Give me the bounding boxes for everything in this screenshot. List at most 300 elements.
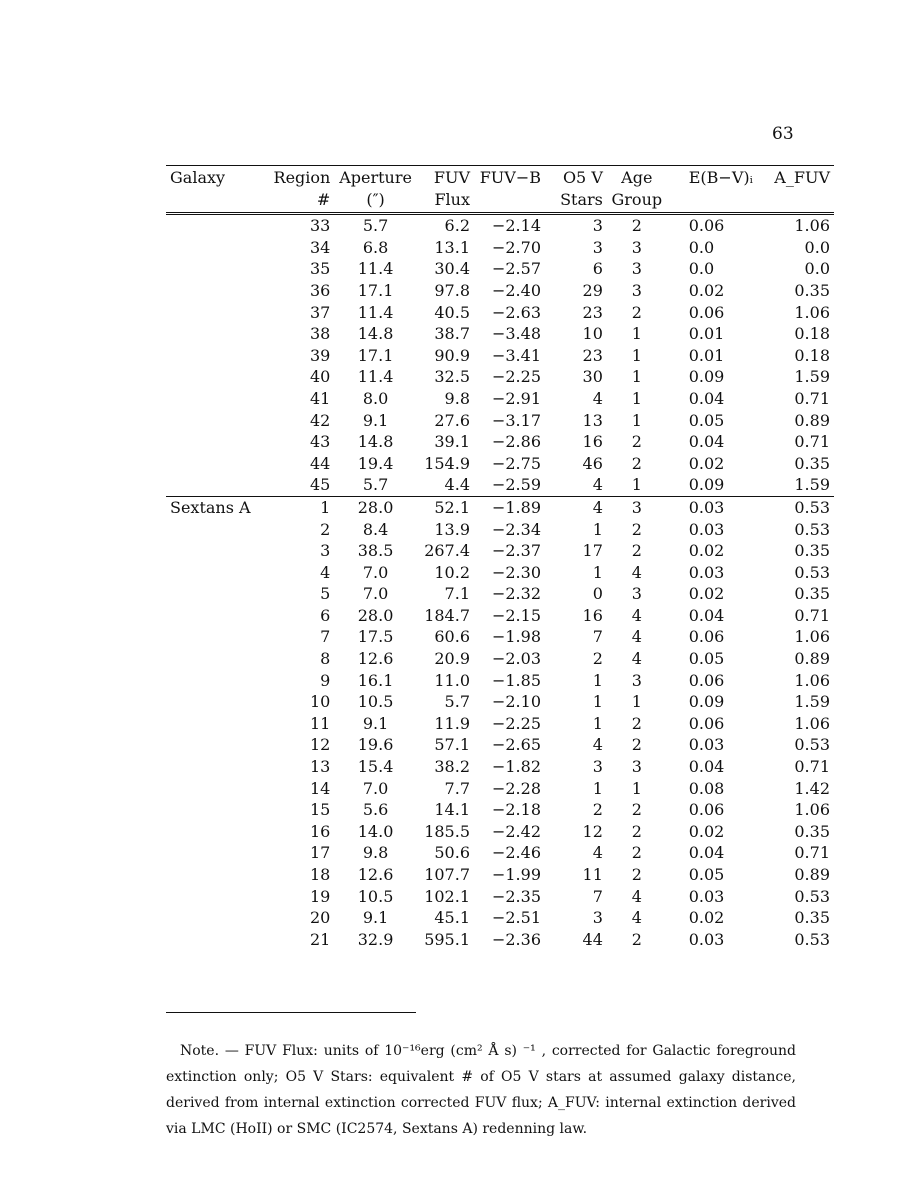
age-group-cell: 3 — [631, 757, 642, 777]
ebv-cell: 0.03 — [688, 497, 725, 517]
aperture-cell: 11.4 — [357, 367, 394, 387]
age-group-cell: 3 — [631, 497, 642, 517]
fuv-b-cell: −1.85 — [491, 670, 541, 690]
aperture-cell: 19.4 — [357, 453, 394, 473]
table-row — [166, 626, 834, 648]
o5v-stars-cell: 4 — [592, 497, 603, 517]
table-row — [166, 519, 834, 541]
region-cell: 21 — [309, 929, 331, 949]
header2-aperture: (″) — [334, 189, 416, 214]
table-row — [166, 453, 834, 475]
fuv-flux-cell: 30.4 — [434, 259, 470, 279]
age-group-cell: 2 — [631, 302, 642, 322]
fuv-flux-cell: 38.7 — [434, 324, 470, 344]
age-group-cell: 2 — [631, 216, 642, 236]
ebv-cell: 0.03 — [688, 886, 725, 906]
ebv-cell: 0.03 — [688, 735, 725, 755]
age-group-cell: 1 — [631, 388, 642, 408]
fuv-b-cell: −2.40 — [491, 280, 541, 300]
age-group-cell: 4 — [631, 562, 642, 582]
aperture-cell: 14.8 — [357, 432, 394, 452]
age-group-cell: 3 — [631, 584, 642, 604]
ebv-cell: 0.04 — [688, 757, 725, 777]
o5v-stars-cell: 1 — [592, 670, 603, 690]
galaxy-cell — [166, 842, 268, 864]
table-row — [166, 842, 834, 864]
table-row — [166, 778, 834, 800]
table-row — [166, 799, 834, 821]
galaxy-cell — [166, 323, 268, 345]
afuv-cell: 0.53 — [794, 886, 830, 906]
table-row — [166, 410, 834, 432]
region-cell: 13 — [309, 757, 331, 777]
fuv-b-cell: −2.10 — [491, 692, 541, 712]
fuv-b-cell: −1.99 — [491, 865, 541, 884]
afuv-cell: 1.06 — [794, 302, 830, 322]
fuv-flux-cell: 27.6 — [434, 410, 470, 430]
age-group-cell: 4 — [631, 627, 642, 647]
o5v-stars-cell: 4 — [592, 388, 603, 408]
afuv-cell: 0.35 — [794, 453, 830, 473]
galaxy-cell — [166, 474, 268, 496]
afuv-cell: 0.18 — [794, 345, 830, 365]
galaxy-cell — [166, 626, 268, 648]
afuv-cell: 0.35 — [794, 584, 830, 604]
age-group-cell: 2 — [631, 453, 642, 473]
fuv-b-cell: −2.65 — [491, 735, 541, 755]
age-group-cell: 2 — [631, 865, 642, 884]
age-group-cell: 1 — [631, 367, 642, 387]
fuv-flux-cell: 50.6 — [434, 843, 470, 863]
fuv-flux-cell: 10.2 — [434, 562, 470, 582]
age-group-cell: 2 — [631, 735, 642, 755]
aperture-cell: 8.4 — [362, 519, 389, 539]
galaxy-cell — [166, 562, 268, 584]
aperture-cell: 9.1 — [362, 908, 389, 928]
table-row — [166, 583, 834, 605]
aperture-cell: 16.1 — [357, 670, 394, 690]
fuv-flux-cell: 9.8 — [444, 388, 470, 408]
header-fuv-flux: FUV — [417, 166, 474, 189]
fuv-flux-cell: 39.1 — [434, 432, 470, 452]
fuv-flux-cell: 97.8 — [434, 280, 470, 300]
ebv-cell: 0.06 — [688, 302, 725, 322]
fuv-flux-cell: 13.1 — [434, 237, 470, 257]
ebv-cell: 0.02 — [688, 821, 725, 841]
header-row-2 — [166, 189, 834, 214]
ebv-cell: 0.06 — [688, 216, 725, 236]
galaxy-cell — [166, 214, 268, 237]
aperture-cell: 12.6 — [357, 865, 394, 884]
fuv-b-cell: −1.82 — [491, 757, 541, 777]
fuv-b-cell: −3.17 — [491, 410, 541, 430]
page-number: 63 — [772, 124, 794, 144]
o5v-stars-cell: 17 — [582, 541, 603, 561]
aperture-cell: 32.9 — [357, 929, 394, 949]
galaxy-cell — [166, 302, 268, 324]
fuv-flux-cell: 5.7 — [444, 692, 470, 712]
galaxy-cell — [166, 799, 268, 821]
afuv-cell: 1.59 — [769, 474, 834, 496]
fuv-b-cell: −2.32 — [491, 584, 541, 604]
region-cell: 19 — [309, 886, 331, 906]
o5v-stars-cell: 3 — [592, 216, 603, 236]
fuv-b-cell: −2.37 — [491, 541, 541, 561]
aperture-cell: 28.0 — [357, 605, 394, 625]
ebv-cell: 0.01 — [688, 324, 725, 344]
region-cell: 18 — [309, 865, 331, 884]
o5v-stars-cell: 16 — [582, 432, 603, 452]
region-cell: 4 — [320, 562, 331, 582]
table-row — [166, 496, 834, 518]
o5v-stars-cell: 0 — [592, 584, 603, 604]
region-cell: 16 — [309, 821, 331, 841]
fuv-b-cell: −1.98 — [491, 627, 541, 647]
afuv-cell: 1.06 — [794, 713, 830, 733]
aperture-cell: 6.8 — [362, 237, 389, 257]
galaxy-cell — [166, 864, 268, 886]
ebv-cell: 0.02 — [688, 584, 725, 604]
galaxy-cell — [166, 345, 268, 367]
aperture-cell: 10.5 — [357, 886, 394, 906]
ebv-cell: 0.09 — [688, 692, 725, 712]
aperture-cell: 14.0 — [357, 821, 394, 841]
ebv-cell: 0.0 — [688, 237, 715, 257]
o5v-stars-cell: 1 — [592, 519, 603, 539]
region-cell: 15 — [309, 800, 331, 820]
age-group-cell: 4 — [631, 605, 642, 625]
table-row — [166, 886, 834, 908]
ebv-cell: 0.02 — [688, 280, 725, 300]
fuv-b-cell: −2.34 — [491, 519, 541, 539]
table-row — [166, 929, 834, 951]
header2-fuv-b — [474, 189, 555, 214]
fuv-b-cell: −2.70 — [491, 237, 541, 257]
ebv-cell: 0.05 — [688, 410, 725, 430]
afuv-cell: 0.53 — [794, 929, 830, 949]
region-cell: 12 — [309, 735, 331, 755]
region-cell: 8 — [320, 649, 331, 669]
fuv-b-cell: −2.25 — [491, 713, 541, 733]
age-group-cell: 1 — [631, 410, 642, 430]
afuv-cell: 1.06 — [794, 216, 830, 236]
ebv-cell: 0.04 — [688, 388, 725, 408]
table-row — [166, 713, 834, 735]
aperture-cell: 5.6 — [362, 800, 389, 820]
aperture-cell: 5.7 — [334, 474, 416, 496]
age-group-cell: 2 — [631, 713, 642, 733]
o5v-stars-cell: 16 — [582, 605, 603, 625]
age-group-cell: 2 — [631, 519, 642, 539]
o5v-stars-cell: 2 — [592, 649, 603, 669]
fuv-b-cell: −2.51 — [491, 908, 541, 928]
o5v-stars-cell: 3 — [592, 237, 603, 257]
fuv-flux-cell: 185.5 — [424, 821, 470, 841]
afuv-cell: 0.71 — [794, 432, 830, 452]
galaxy-cell — [166, 778, 268, 800]
fuv-flux-cell: 11.0 — [434, 670, 470, 690]
age-group-cell: 1 — [607, 474, 667, 496]
fuv-b-cell: −2.03 — [491, 649, 541, 669]
o5v-stars-cell: 23 — [582, 302, 603, 322]
region-cell: 6 — [320, 605, 331, 625]
region-cell: 42 — [309, 410, 331, 430]
fuv-b-cell: −3.41 — [491, 345, 541, 365]
afuv-cell: 0.71 — [794, 757, 830, 777]
aperture-cell: 12.6 — [357, 649, 394, 669]
o5v-stars-cell: 12 — [582, 821, 603, 841]
fuv-b-cell: −2.91 — [491, 388, 541, 408]
table-row — [166, 864, 834, 886]
fuv-flux-cell: 6.2 — [444, 216, 470, 236]
afuv-cell: 1.06 — [794, 800, 830, 820]
o5v-stars-cell: 23 — [582, 345, 603, 365]
ebv-cell: 0.04 — [688, 605, 725, 625]
aperture-cell: 7.0 — [362, 562, 389, 582]
galaxy-cell — [166, 366, 268, 388]
region-cell: 39 — [309, 345, 331, 365]
age-group-cell: 2 — [631, 843, 642, 863]
afuv-cell: 0.53 — [794, 519, 830, 539]
table-row — [166, 280, 834, 302]
region-cell: 43 — [309, 432, 331, 452]
region-cell: 35 — [309, 259, 331, 279]
ebv-cell: 0.06 — [688, 670, 725, 690]
afuv-cell: 0.0 — [804, 237, 830, 257]
aperture-cell: 11.4 — [357, 259, 394, 279]
ebv-cell: 0.03 — [688, 929, 725, 949]
o5v-stars-cell: 46 — [582, 453, 603, 473]
o5v-stars-cell: 7 — [592, 627, 603, 647]
o5v-stars-cell: 29 — [582, 280, 603, 300]
galaxy-cell — [166, 540, 268, 562]
footnote-text: Note. — FUV Flux: units of 10⁻¹⁶erg (cm² Å s) ⁻¹ , corrected for Galactic foreground extinction only; O5 V Stars: equivalent # of O5 V stars at assumed galaxy distance, derived from internal extinction corrected FUV flux; A_FUV: internal extinction derived via LMC (HoII) or SMC (IC2574, Sextans A) redenning law. — [166, 1043, 796, 1137]
header-aperture: Aperture — [334, 166, 416, 189]
aperture-cell: 5.7 — [362, 216, 389, 236]
o5v-stars-cell: 1 — [592, 562, 603, 582]
o5v-stars-cell: 11 — [582, 865, 603, 884]
afuv-cell: 0.35 — [794, 541, 830, 561]
afuv-cell: 0.89 — [794, 410, 830, 430]
galaxy-cell — [166, 670, 268, 692]
region-cell: 7 — [320, 627, 331, 647]
table-row — [166, 821, 834, 843]
region-cell: 37 — [309, 302, 331, 322]
ebv-cell: 0.06 — [688, 627, 725, 647]
galaxy-cell — [166, 929, 268, 951]
region-cell: 41 — [309, 388, 331, 408]
ebv-cell: 0.03 — [688, 562, 725, 582]
fuv-flux-cell: 32.5 — [434, 367, 470, 387]
afuv-cell: 0.35 — [794, 821, 830, 841]
header-region: Region — [268, 166, 334, 189]
table-row — [166, 648, 834, 670]
fuv-b-cell: −3.48 — [491, 324, 541, 344]
header-ebv: E(B−V)ᵢ — [667, 166, 769, 189]
o5v-stars-cell: 10 — [582, 324, 603, 344]
age-group-cell: 3 — [631, 259, 642, 279]
table-row — [166, 237, 834, 259]
fuv-flux-cell: 4.4 — [417, 474, 474, 496]
galaxy-cell: Sextans A — [170, 497, 251, 517]
fuv-flux-cell: 20.9 — [434, 649, 470, 669]
table-row — [166, 302, 834, 324]
galaxy-cell — [166, 519, 268, 541]
ebv-cell: 0.02 — [688, 541, 725, 561]
fuv-b-cell: −2.30 — [491, 562, 541, 582]
aperture-cell: 7.0 — [362, 778, 389, 798]
galaxy-cell — [166, 821, 268, 843]
ebv-cell: 0.02 — [688, 453, 725, 473]
fuv-flux-cell: 13.9 — [434, 519, 470, 539]
fuv-b-cell: −2.36 — [491, 929, 541, 949]
region-cell: 40 — [309, 367, 331, 387]
aperture-cell: 10.5 — [357, 692, 394, 712]
footnote-rule — [166, 1012, 416, 1013]
fuv-b-cell: −2.35 — [491, 886, 541, 906]
table-row — [166, 540, 834, 562]
afuv-cell: 0.18 — [794, 324, 830, 344]
ebv-cell: 0.06 — [688, 713, 725, 733]
fuv-b-cell: −2.14 — [491, 216, 541, 236]
header-fuv-b: FUV−B — [474, 166, 555, 189]
age-group-cell: 4 — [631, 886, 642, 906]
fuv-b-cell: −2.57 — [491, 259, 541, 279]
ebv-cell: 0.05 — [688, 865, 725, 884]
region-cell: 34 — [309, 237, 331, 257]
aperture-cell: 17.5 — [357, 627, 394, 647]
galaxy-cell — [166, 605, 268, 627]
header2-fuv-flux: Flux — [417, 189, 474, 214]
fuv-b-cell: −2.59 — [474, 474, 555, 496]
galaxy-cell — [166, 410, 268, 432]
fuv-b-cell: −2.75 — [491, 453, 541, 473]
ebv-cell: 0.0 — [688, 259, 715, 279]
header2-region: # — [268, 189, 334, 214]
region-cell: 36 — [309, 280, 331, 300]
ebv-cell: 0.04 — [688, 432, 725, 452]
header-o5v-stars: O5 V — [555, 166, 607, 189]
table-row — [166, 431, 834, 453]
age-group-cell: 1 — [631, 324, 642, 344]
fuv-flux-cell: 267.4 — [424, 541, 470, 561]
age-group-cell: 3 — [631, 280, 642, 300]
header-galaxy: Galaxy — [166, 166, 268, 189]
region-cell: 20 — [309, 908, 331, 928]
fuv-b-cell: −2.46 — [491, 843, 541, 863]
fuv-flux-cell: 40.5 — [434, 302, 470, 322]
galaxy-cell — [166, 388, 268, 410]
header2-age-group: Group — [607, 189, 667, 214]
header-row-1 — [166, 166, 834, 189]
age-group-cell: 2 — [631, 821, 642, 841]
fuv-b-cell: −2.63 — [491, 302, 541, 322]
galaxy-cell — [166, 258, 268, 280]
fuv-flux-cell: 11.9 — [434, 713, 470, 733]
region-cell: 38 — [309, 324, 331, 344]
galaxy-cell — [166, 734, 268, 756]
o5v-stars-cell: 13 — [582, 410, 603, 430]
header2-galaxy — [166, 189, 268, 214]
aperture-cell: 9.1 — [362, 410, 389, 430]
afuv-cell: 1.59 — [794, 692, 830, 712]
afuv-cell: 0.0 — [804, 259, 830, 279]
fuv-b-cell: −2.42 — [491, 821, 541, 841]
fuv-flux-cell: 60.6 — [434, 627, 470, 647]
region-cell: 1 — [320, 497, 331, 517]
galaxy-cell — [166, 583, 268, 605]
ebv-cell: 0.09 — [667, 474, 769, 496]
fuv-flux-cell: 7.1 — [444, 584, 470, 604]
fuv-b-cell: −2.86 — [491, 432, 541, 452]
table-row — [166, 214, 834, 237]
header-afuv: A_FUV — [769, 166, 834, 189]
fuv-flux-cell: 52.1 — [434, 497, 470, 517]
o5v-stars-cell: 7 — [592, 886, 603, 906]
table-row — [166, 345, 834, 367]
region-cell: 10 — [309, 692, 331, 712]
age-group-cell: 3 — [631, 237, 642, 257]
region-cell: 9 — [320, 670, 331, 690]
region-cell: 11 — [309, 713, 331, 733]
ebv-cell: 0.09 — [688, 367, 725, 387]
fuv-b-cell: −2.15 — [491, 605, 541, 625]
galaxy-cell — [166, 431, 268, 453]
afuv-cell: 0.71 — [794, 843, 830, 863]
aperture-cell: 11.4 — [357, 302, 394, 322]
header-age-group: Age — [607, 166, 667, 189]
age-group-cell: 2 — [631, 541, 642, 561]
age-group-cell: 4 — [631, 908, 642, 928]
o5v-stars-cell: 3 — [592, 757, 603, 777]
o5v-stars-cell: 2 — [592, 800, 603, 820]
fuv-b-cell: −2.28 — [491, 778, 541, 798]
header2-afuv — [769, 189, 834, 214]
age-group-cell: 2 — [631, 800, 642, 820]
aperture-cell: 38.5 — [357, 541, 394, 561]
age-group-cell: 4 — [631, 649, 642, 669]
afuv-cell: 0.53 — [794, 735, 830, 755]
fuv-flux-cell: 184.7 — [424, 605, 470, 625]
table-row — [166, 366, 834, 388]
table-row — [166, 734, 834, 756]
aperture-cell: 28.0 — [357, 497, 394, 517]
aperture-cell: 17.1 — [357, 345, 394, 365]
aperture-cell: 17.1 — [357, 280, 394, 300]
table-row — [166, 756, 834, 778]
region-cell: 45 — [268, 474, 334, 496]
table-row — [166, 474, 834, 496]
region-cell: 14 — [309, 778, 331, 798]
age-group-cell: 1 — [631, 692, 642, 712]
afuv-cell: 0.71 — [794, 605, 830, 625]
galaxy-cell — [166, 648, 268, 670]
galaxy-cell — [166, 280, 268, 302]
aperture-cell: 8.0 — [362, 388, 389, 408]
table-row — [166, 670, 834, 692]
galaxy-cell — [166, 691, 268, 713]
o5v-stars-cell: 44 — [582, 929, 603, 949]
afuv-cell: 0.53 — [794, 562, 830, 582]
aperture-cell: 14.8 — [357, 324, 394, 344]
table-row — [166, 258, 834, 280]
afuv-cell: 1.06 — [794, 670, 830, 690]
fuv-flux-cell: 38.2 — [434, 757, 470, 777]
table-header — [166, 166, 834, 214]
region-cell: 5 — [320, 584, 331, 604]
afuv-cell: 1.06 — [794, 627, 830, 647]
o5v-stars-cell: 30 — [582, 367, 603, 387]
